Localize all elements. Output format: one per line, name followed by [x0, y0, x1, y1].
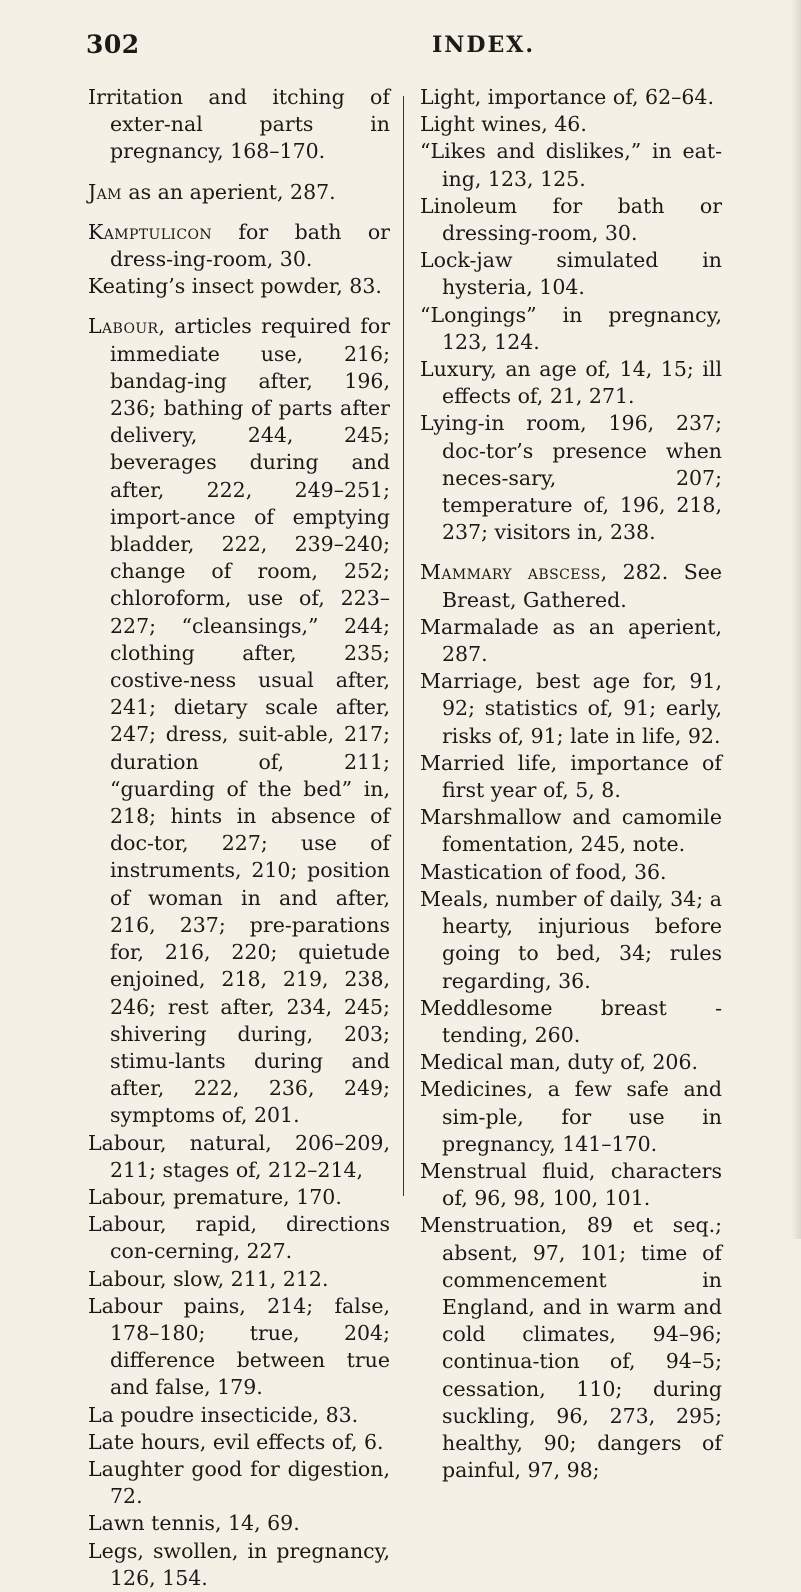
index-entry	[420, 668, 722, 750]
index-entry	[420, 302, 722, 356]
entry-text: , articles required for immediate use, 216; bandag-ing after, 196, 236; bathing of parts after delivery, 244, 245; beverages during and after, 222, 249–251; import-ance of emptying bladder, 222, 239–240; change of room, 252; chloroform, use of, 223–227; “cleansings,” 244; clothing after, 235; costive-ness usual after, 241; dietary scale after, 247; dress, suit-able, 217; duration of, 211; “guarding of the bed” in, 218; hints in absence of doc-tor, 227; use of instruments, 210; position of woman in and after, 216, 237; pre-parations for, 216, 220; quietude enjoined, 218, 219, 238, 246; rest after, 234, 245; shivering during, 203; stimu-lants during and after, 222, 236, 249; symptoms of, 201.	[110, 314, 390, 1128]
entry-text: Keating’s insect powder, 83.	[88, 274, 382, 299]
index-entry	[420, 138, 722, 192]
index-entry	[88, 84, 390, 166]
index-entry	[88, 1293, 390, 1402]
index-entry	[420, 614, 722, 668]
index-entry	[420, 1076, 722, 1158]
index-entry	[420, 84, 722, 111]
index-entry	[420, 995, 722, 1049]
index-entry	[88, 1130, 390, 1184]
index-entry	[88, 1211, 390, 1265]
entry-text: “Longings” in pregnancy, 123, 124.	[420, 302, 722, 354]
entry-text: “Likes and dislikes,” in eat-ing, 123, 125.	[420, 139, 722, 191]
entry-text: Late hours, evil effects of, 6.	[88, 1429, 384, 1454]
entry-text: Labour, natural, 206–209, 211; stages of, 212–214,	[88, 1130, 390, 1182]
entry-text: La poudre insecticide, 83.	[88, 1402, 359, 1427]
index-entry	[420, 111, 722, 138]
entry-text: Marriage, best age for, 91, 92; statistics of, 91; early, risks of, 91; late in life, 92.	[420, 669, 722, 748]
index-entry	[420, 559, 722, 613]
entry-text: for bath or dress-ing-room, 30.	[110, 219, 390, 272]
entry-text: Legs, swollen, in pregnancy, 126, 154.	[88, 1538, 390, 1590]
index-column-left	[88, 84, 390, 1592]
entry-headword: Labour	[88, 314, 159, 339]
index-entry	[420, 859, 722, 886]
index-entry	[420, 886, 722, 995]
entry-text: Medicines, a few safe and sim-ple, for use in pregnancy, 141–170.	[420, 1077, 722, 1156]
index-entry	[88, 1266, 390, 1293]
entry-text: Laughter good for digestion, 72.	[88, 1456, 390, 1509]
entry-text: Married life, importance of first year of, 5, 8.	[420, 750, 722, 803]
entry-text: Menstrual fluid, characters of, 96, 98, 100, 101.	[420, 1158, 722, 1211]
index-entry	[88, 1510, 390, 1537]
running-head: INDEX.	[432, 32, 535, 58]
entry-text: Labour pains, 214; false, 178–180; true, 204; difference between true and false, 179.	[88, 1293, 390, 1400]
entry-headword: Mammary abscess	[420, 560, 601, 585]
index-entry	[88, 1538, 390, 1592]
entry-text: Meddlesome breast - tending, 260.	[420, 995, 722, 1047]
index-entry	[88, 313, 390, 1129]
index-entry	[88, 1184, 390, 1211]
index-entry	[420, 804, 722, 858]
entry-text: Lawn tennis, 14, 69.	[88, 1511, 300, 1536]
index-entry	[420, 193, 722, 247]
entry-headword: Kamptulicon	[88, 219, 212, 244]
index-entry	[88, 179, 390, 206]
index-entry	[420, 1049, 722, 1076]
index-entry	[420, 356, 722, 410]
index-entry	[420, 410, 722, 546]
index-entry	[88, 1402, 390, 1429]
page-number: 302	[86, 30, 140, 59]
entry-text: Linoleum for bath or dressing-room, 30.	[420, 193, 722, 246]
index-entry	[88, 1456, 390, 1510]
index-entry	[88, 219, 390, 273]
entry-text: Light, importance of, 62–64.	[420, 85, 714, 109]
entry-text: Medical man, duty of, 206.	[420, 1050, 699, 1075]
entry-text: Marmalade as an aperient, 287.	[420, 614, 722, 667]
entry-text: Lying-in room, 196, 237; doc-tor’s presence when neces-sary, 207; temperature of, 196, 218, 237; visitors in, 238.	[420, 411, 722, 545]
entry-text: Marshmallow and camomile fomentation, 245, note.	[420, 805, 722, 857]
index-entry	[88, 273, 390, 300]
entry-text: Irritation and itching of exter-nal parts in pregnancy, 168–170.	[88, 85, 390, 164]
entry-text: Labour, premature, 170.	[88, 1184, 342, 1209]
index-entry	[420, 750, 722, 804]
page-header	[86, 30, 801, 64]
entry-text: Light wines, 46.	[420, 112, 587, 137]
index-column-right	[420, 84, 722, 1484]
entry-text: Labour, rapid, directions con-cerning, 227.	[88, 1212, 390, 1264]
entry-text: Labour, slow, 211, 212.	[88, 1266, 329, 1291]
entry-headword: Jam	[88, 179, 122, 204]
entry-text: Meals, number of daily, 34; a hearty, injurious before going to bed, 34; rules regarding, 36.	[420, 886, 722, 993]
entry-text: , 282. See Breast, Gathered.	[442, 560, 722, 612]
entry-text: Luxury, an age of, 14, 15; ill effects of, 21, 271.	[420, 357, 722, 409]
page-edge-shadow	[791, 0, 801, 1239]
entry-text: as an aperient, 287.	[121, 179, 336, 204]
index-entry	[420, 247, 722, 301]
index-entry	[88, 1429, 390, 1456]
column-divider	[403, 96, 404, 1196]
entry-text: Lock-jaw simulated in hysteria, 104.	[420, 248, 722, 300]
index-entry	[420, 1212, 722, 1484]
index-entry	[420, 1158, 722, 1212]
entry-text: Menstruation, 89 et seq.; absent, 97, 101; time of commencement in England, and in warm and cold climates, 94–96; continua-tion of, 94–5; cessation, 110; during suckling, 96, 273, 295; healthy, 90; dangers of painful, 97, 98;	[420, 1213, 722, 1483]
entry-text: Mastication of food, 36.	[420, 859, 667, 884]
